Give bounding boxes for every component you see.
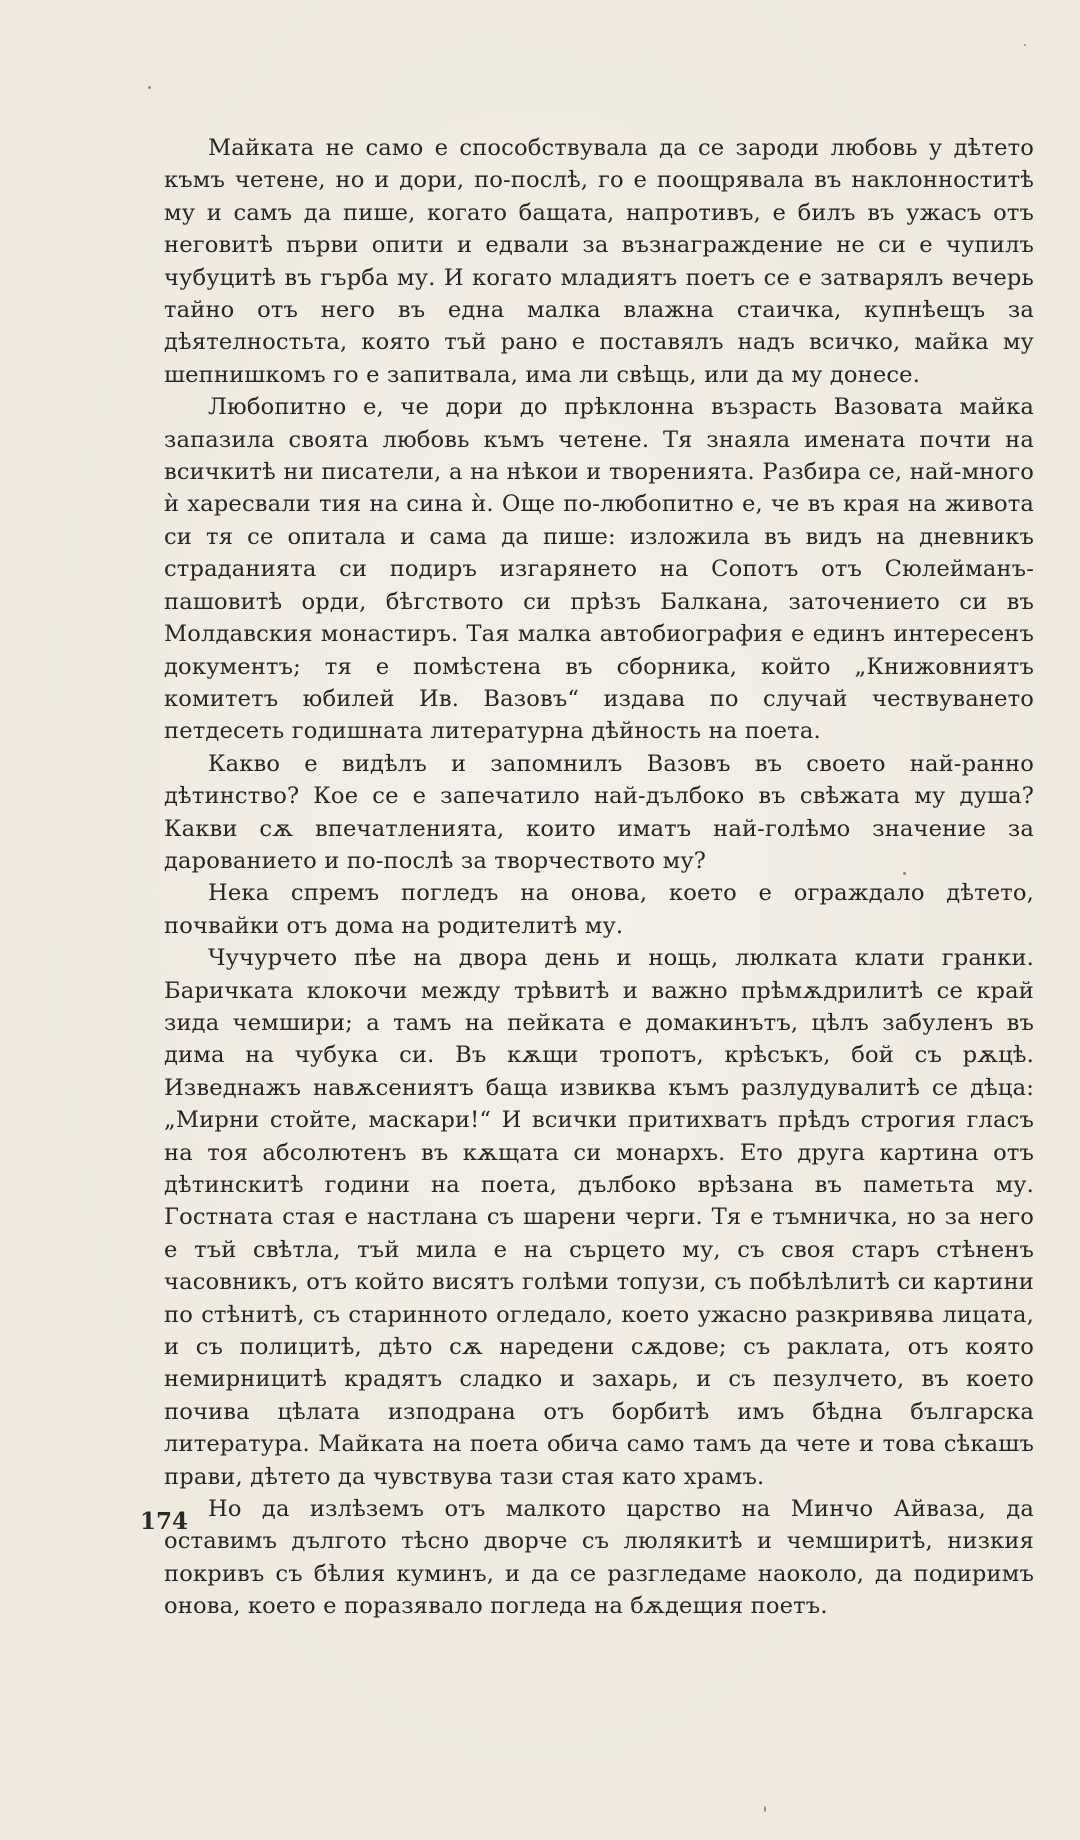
paragraph-3: Какво е видѣлъ и запомнилъ Вазовъ въ своето най-ранно дѣтинство? Кое се е запечатило най-дълбоко въ свѣжата му душа? Какви сѫ впечатленията, които иматъ най-голѣмо значение за дарованието и по-послѣ за творчеството му?: [164, 750, 1034, 874]
paper-speck: [764, 1806, 766, 1812]
body-text: [164, 132, 1034, 1623]
paper-speck: [1024, 44, 1026, 46]
paragraph-5: Чучурчето пѣе на двора день и нощь, люлката клати гранки. Баричката клокочи между трѣвитѣ и важно прѣмѫдрилитѣ се край зида чемшири; а тамъ на пейката е домакинътъ, цѣлъ забуленъ въ дима на чубука си. Въ кѫщи тропотъ, крѣсъкъ, бой съ рѫцѣ. Изведнажъ навѫсениятъ баща извиква къмъ разлудувалитѣ се дѣца: „Мирни стойте, маскари!“ И всички притихватъ прѣдъ строгия гласъ на тоя абсолютенъ въ кѫщата си монархъ. Ето друга картина отъ дѣтинскитѣ години на поета, дълбоко врѣзана въ паметьта му. Гостната стая е настлана съ шарени черги. Тя е тъмничка, но за него е тъй свѣтла, тъй мила е на сърцето му, съ своя старъ стѣненъ часовникъ, отъ който висятъ голѣми топузи, съ побѣлѣлитѣ си картини по стѣнитѣ, съ старинното огледало, което ужасно разкривява лицата, и съ полицитѣ, дѣто сѫ наредени сѫдове; съ раклата, отъ която немирницитѣ крадятъ сладко и захарь, и съ пезулчето, въ което почива цѣлата изподрана отъ борбитѣ имъ бѣдна българска литература. Майката на поета обича само тамъ да чете и това сѣкашъ прави, дѣтето да чувствува тази стая като храмъ.: [164, 945, 1034, 1490]
page-number: 174: [140, 1508, 189, 1535]
paper-speck: [903, 872, 906, 875]
paragraph-2: Любопитно е, че дори до прѣклонна възрасть Вазовата майка запазила своята любовь къмъ четене. Тя знаяла имената почти на всичкитѣ ни писатели, а на нѣкои и творенията. Разбира се, най-много ѝ харесвали тия на сина ѝ. Още по-любопитно е, че въ края на живота си тя се опитала и сама да пише: изложила въ видъ на дневникъ страданията си подиръ изгарянето на Сопотъ отъ Сюлейманъ-пашовитѣ орди, бѣгството си прѣзъ Балкана, заточението си въ Молдавския монастиръ. Тая малка автобиография е единъ интересенъ документъ; тя е помѣстена въ сборника, който „Книжовниятъ комитетъ юбилей Ив. Вазовъ“ издава по случай чествуването петдесеть годишната литературна дѣйность на поета.: [164, 394, 1034, 745]
paper-speck: [148, 86, 151, 89]
paragraph-4: Нека спремъ погледъ на онова, което е ограждало дѣтето, почвайки отъ дома на родителитѣ му.: [164, 880, 1034, 939]
paragraph-1: Майката не само е способствувала да се зароди любовь у дѣтето къмъ четене, но и дори, по-послѣ, го е поощрявала въ наклонноститѣ му и самъ да пише, когато бащата, напротивъ, е билъ въ ужасъ отъ неговитѣ първи опити и едвали за възнаграждение не си е чупилъ чубуцитѣ въ гърба му. И когато младиятъ поетъ се е затварялъ вечерь тайно отъ него въ една малка влажна стаичка, купнѣещъ за дѣятелностьта, която тъй рано е поставялъ надъ всичко, майка му шепнишкомъ го е запитвала, има ли свѣщь, или да му донесе.: [164, 135, 1034, 388]
paragraph-6: Но да излѣземъ отъ малкото царство на Минчо Айваза, да оставимъ дългото тѣсно дворче съ люлякитѣ и чемширитѣ, низкия покривъ съ бѣлия куминъ, и да се разгледаме наоколо, да подиримъ онова, което е поразявало погледа на бѫдещия поетъ.: [164, 1496, 1034, 1620]
